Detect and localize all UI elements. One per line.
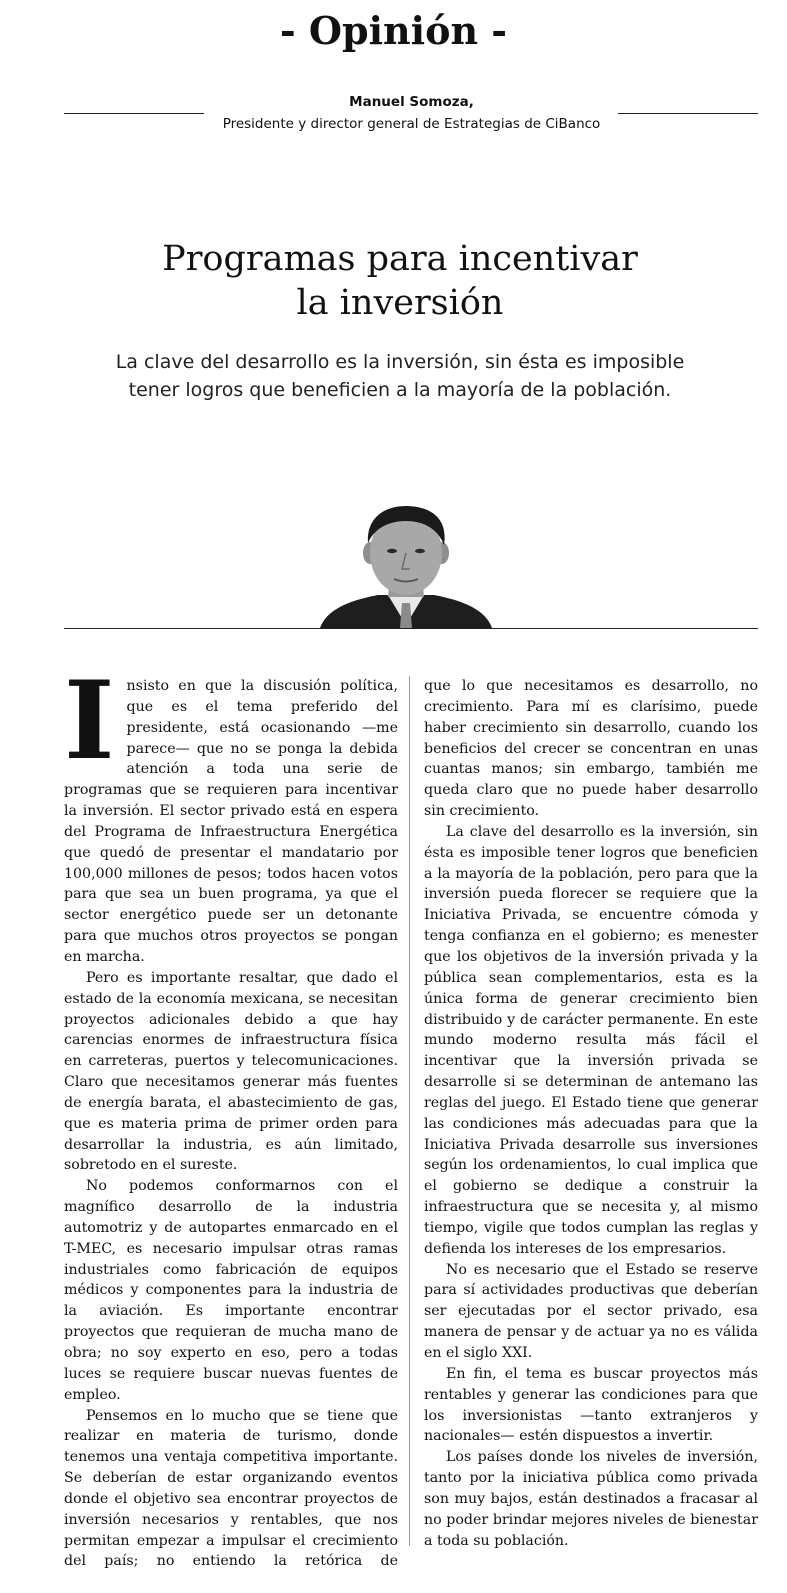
- paragraph: No es necesario que el Estado se reserve para sí actividades productivas que deberían ser ejecutadas por el sector privado, esa manera de pensar y de actuar ya no es válida en el siglo XXI.: [424, 1261, 758, 1361]
- subhead-line-2: tener logros que beneficien a la mayoría de la población.: [128, 379, 672, 401]
- header-rule-left: [64, 113, 204, 114]
- paragraph: Pensemos en lo mucho que se tiene que realizar en materia de turismo, donde tenemos una ventaja competitiva importante. Se deberían de estar organizando eventos donde el objetivo sea encontrar proyectos de inversión necesarios y rentables, que nos permitan empezar a impulsar el crecimiento del país; no entiendo la retórica de: [64, 1407, 398, 1570]
- paragraph: No podemos conformarnos con el magnífico desarrollo de la industria automotriz y de autopartes enmarcado en el T-MEC, es necesario impulsar otras ramas industriales como fabricación de equipos médicos y componentes para la industria de la aviación. Es importante encontrar proyectos que requieran de mucha mano de obra; no soy experto en eso, pero a todas luces se requiere buscar nuevas fuentes de empleo.: [64, 1178, 398, 1403]
- paragraph: Pero es importante resaltar, que dado el estado de la economía mexicana, se necesitan proyectos adicionales debido a que hay carencias enormes de infraestructura física en carreteras, puertos y telecomunicaciones. Claro que necesitamos generar más fuentes de energía barata, el abastecimiento de gas, que es materia prima de primer orden para desarrollar la industria, es aún limitado, sobretodo en el sureste.: [64, 969, 398, 1174]
- header-rule-right: [618, 113, 758, 114]
- drop-cap: I: [64, 658, 115, 784]
- author-name: Manuel Somoza,: [349, 94, 474, 110]
- article-headline: [60, 237, 740, 325]
- photo-rule: [64, 628, 758, 629]
- paragraph: La clave del desarrollo es la inversión, sin ésta es imposible tener logros que beneficien a la mayoría de la población, pero para que la inversión pueda florecer se requiere que la Iniciativa Privada, se encuentre cómoda y tenga confianza en el gobierno; es menester que los objetivos de la inversión privada y la pública sean complementarios, esta es la única forma de generar crecimiento bien distribuido y de carácter permanente. En este mundo moderno resulta más fácil el incentivar que la inversión privada se desarrolle si se determinan de antemano las reglas del juego. El Estado tiene que generar las condiciones más adecuadas para que la Iniciativa Privada desarrolle sus inversiones según los ordenamientos, lo cual implica que el gobierno se dedique a construir la infraestructura que se necesita y, al mismo tiempo, vigile que todos cumplan las reglas y defienda los intereses de los empresarios.: [424, 823, 758, 1257]
- headline-line-2: la inversión: [296, 283, 504, 323]
- author-role: Presidente y director general de Estrategias de CiBanco: [222, 116, 601, 132]
- paragraph: [64, 658, 398, 968]
- subhead-line-1: La clave del desarrollo es la inversión, sin ésta es imposible: [115, 351, 685, 373]
- paragraph: que lo que necesitamos es desarrollo, no crecimiento. Para mí es clarísimo, puede haber crecimiento sin desarrollo, cuando los beneficios del crecer se concentran en unas cuantas manos; sin embargo, también me queda claro que no puede haber desarrollo sin crecimiento.: [424, 678, 758, 820]
- column-divider: [409, 676, 410, 1546]
- article-column-right: [424, 676, 758, 1551]
- article-subhead: [60, 348, 740, 404]
- headline-line-1: Programas para incentivar: [162, 239, 638, 279]
- paragraph-text: nsisto en que la discusión política, que es el tema preferido del presidente, está ocasionando —me parece— que no se ponga la debida atención a toda una serie de programas que se requieren para incentivar la inversión. El sector privado está en espera del Programa de Infraestructura Energética que quedó de presentar el mandatario por 100,000 millones de pesos; todos hacen votos para que sea un buen programa, ya que el sector energético puede ser un detonante para que muchos otros proyectos se pongan en marcha.: [64, 678, 398, 965]
- article-column-left: [64, 658, 398, 1572]
- paragraph: Los países donde los niveles de inversión, tanto por la iniciativa pública como privada son muy bajos, están destinados a fracasar al no poder brindar mejores niveles de bienestar a toda su población.: [424, 1449, 758, 1549]
- author-portrait: [316, 503, 496, 628]
- section-title: - Opinión -: [279, 8, 508, 53]
- paragraph: En fin, el tema es buscar proyectos más rentables y generar las condiciones para que los inversionistas —tanto extranjeros y nacionales— estén dispuestos a invertir.: [424, 1365, 758, 1445]
